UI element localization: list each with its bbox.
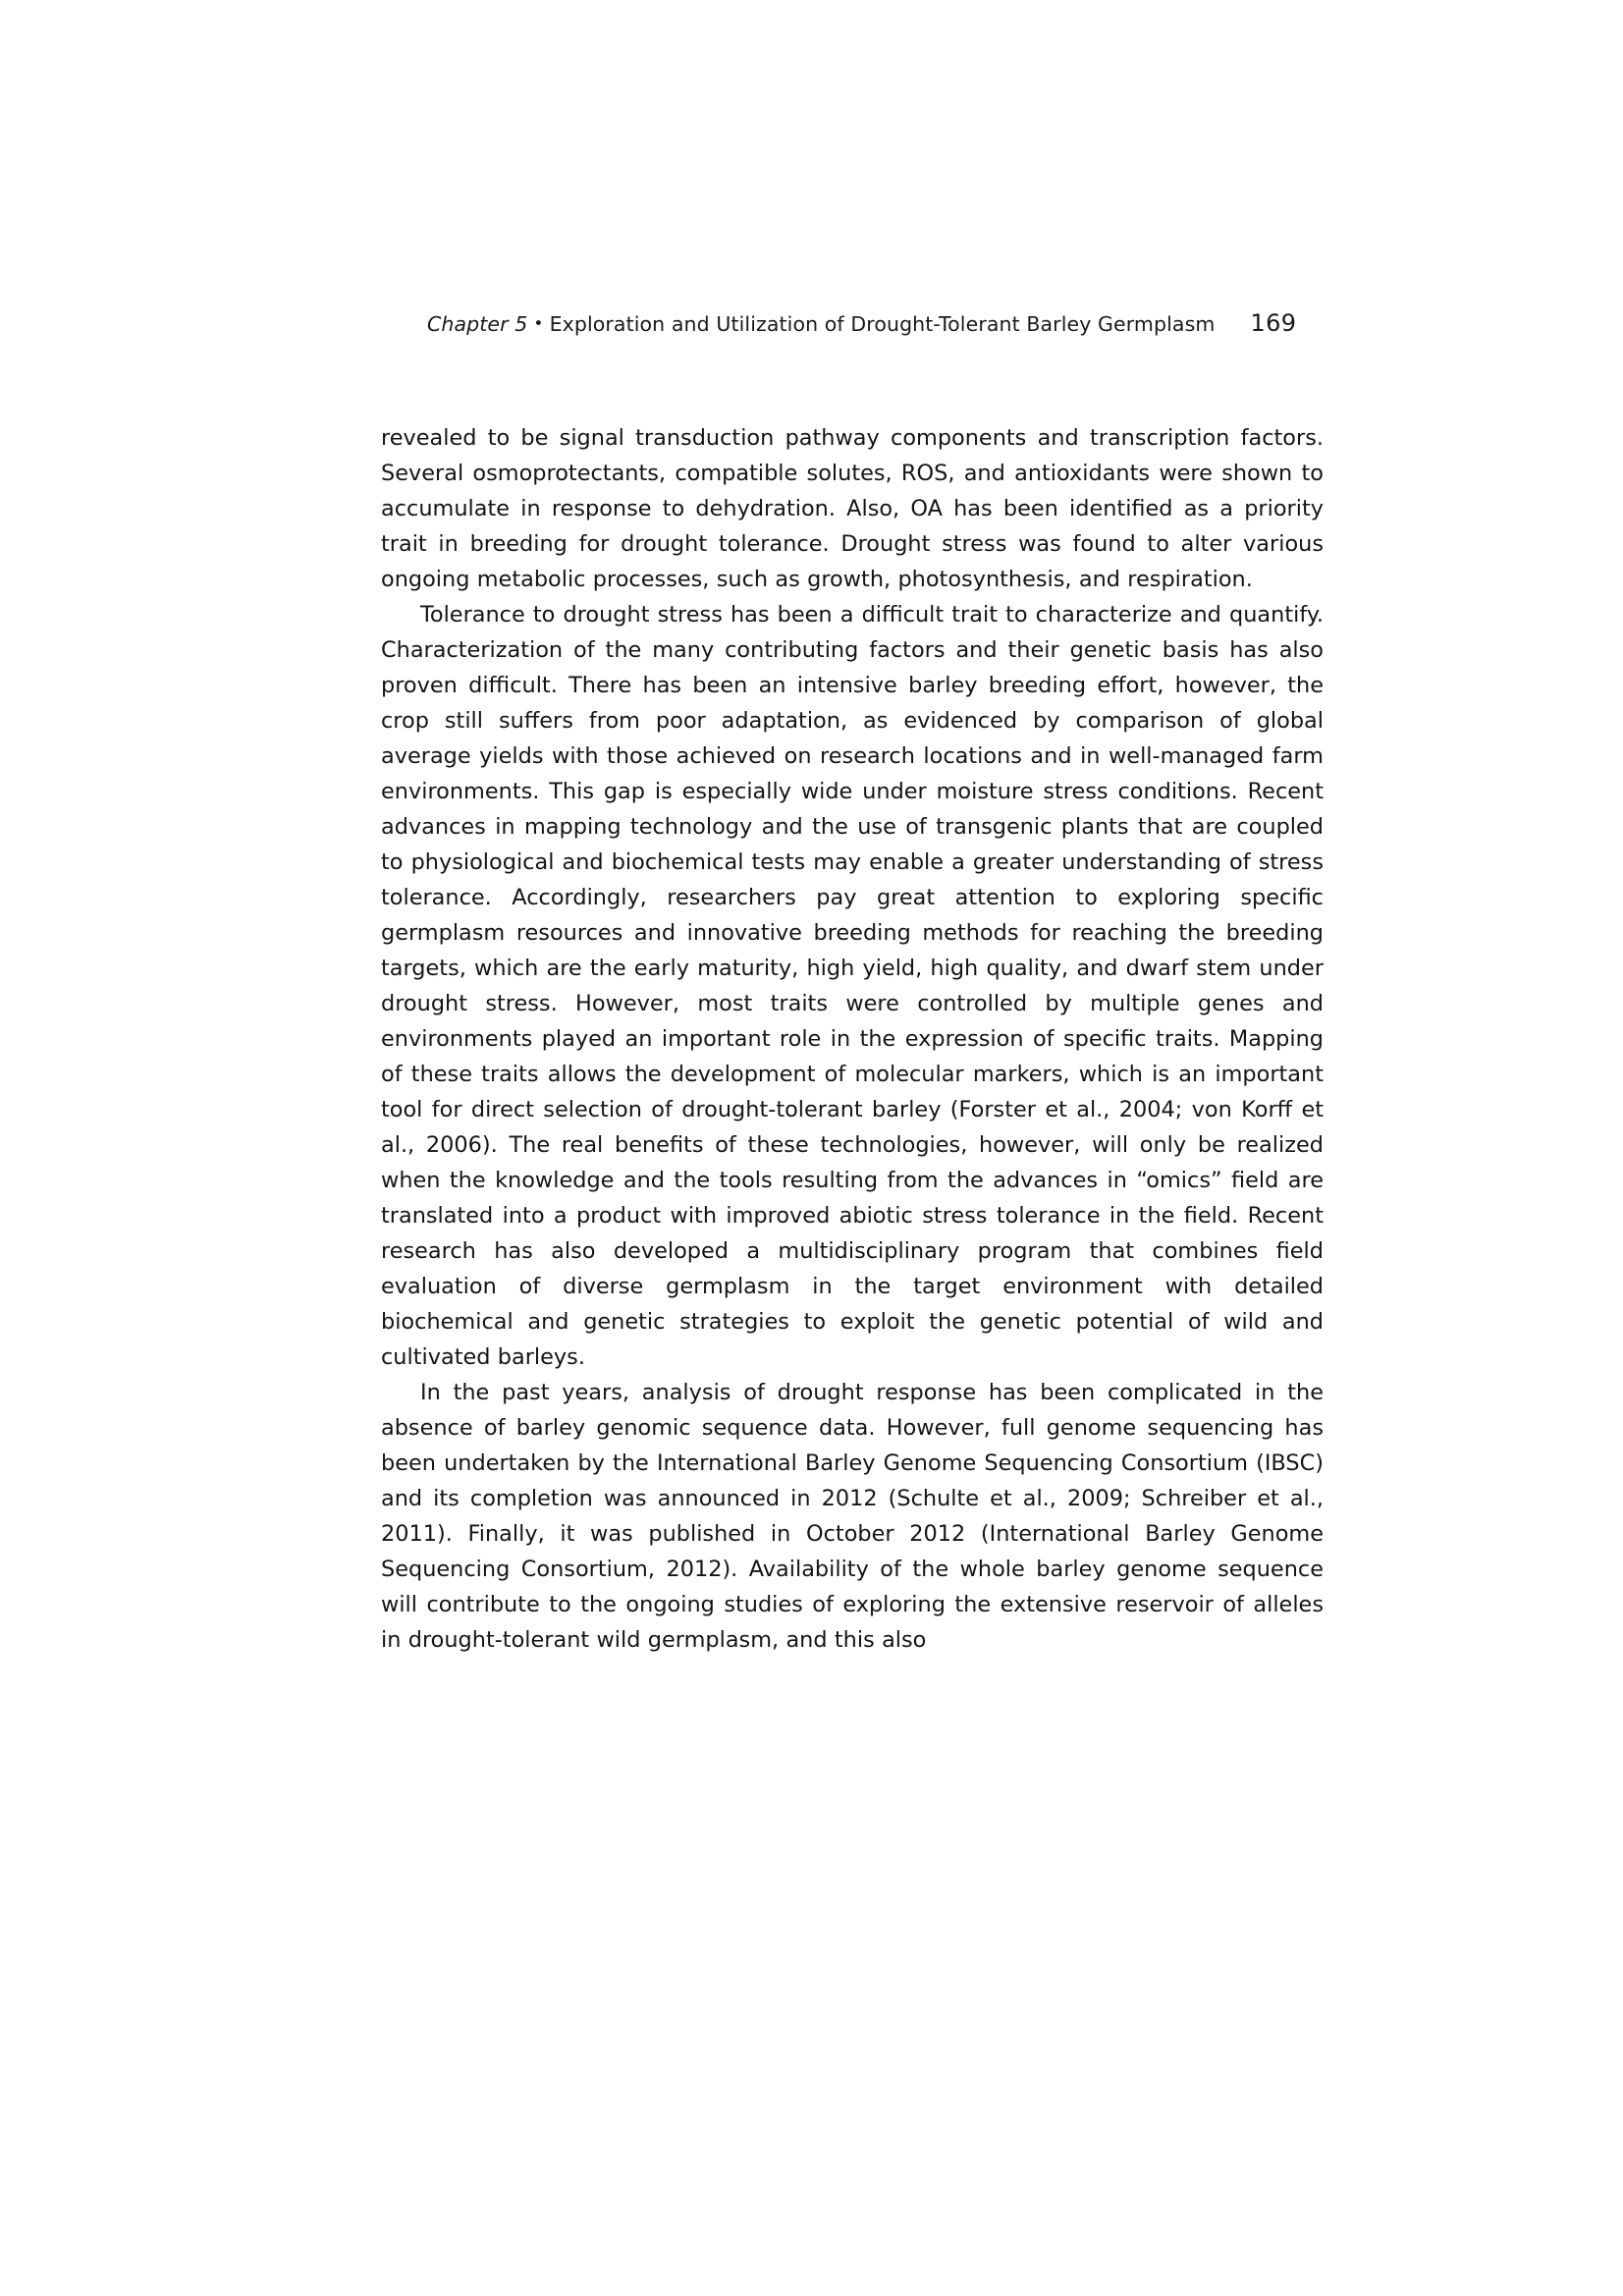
page-number: 169 <box>1250 309 1297 337</box>
paragraph-3: In the past years, analysis of drought response has been complicated in the absence of barley genomic sequence data. However, full genome sequencing has been undertaken by the International Barley Genome Sequencing Consortium (IBSC) and its completion was announced in 2012 (Schulte et al., 2009; Schreiber et al., 2011). Finally, it was published in October 2012 (International Barley Genome Sequencing Consortium, 2012). Availability of the whole barley genome sequence will contribute to the ongoing studies of exploring the extensive reservoir of alleles in drought-tolerant wild germplasm, and this also <box>381 1380 1324 1653</box>
paragraph-1: revealed to be signal transduction pathway components and transcription factors. Several osmoprotectants, compatible solutes, ROS, and antioxidants were shown to accumulate in response to dehydration. Also, OA has been identified as a priority trait in breeding for drought tolerance. Drought stress was found to alter various ongoing metabolic processes, such as growth, photosynthesis, and respiration. <box>381 425 1324 592</box>
running-head-title: Exploration and Utilization of Drought-Tolerant Barley Germplasm <box>549 312 1216 336</box>
bullet-separator-icon: • <box>533 314 544 334</box>
running-head <box>427 309 1345 337</box>
paragraph-2: Tolerance to drought stress has been a difficult trait to characterize and quantify. Characterization of the many contributing factors and their genetic basis has also proven difficult. There has been an intensive barley breeding effort, however, the crop still suffers from poor adaptation, as evidenced by comparison of global average yields with those achieved on research locations and in well-managed farm environments. This gap is especially wide under moisture stress conditions. Recent advances in mapping technology and the use of transgenic plants that are coupled to physiological and biochemical tests may enable a greater understanding of stress tolerance. Accordingly, researchers pay great attention to exploring specific germplasm resources and innovative breeding methods for reaching the breeding targets, which are the early maturity, high yield, high quality, and dwarf stem under drought stress. However, most traits were controlled by multiple genes and environments played an important role in the expression of specific traits. Mapping of these traits allows the development of molecular markers, which is an important tool for direct selection of drought-tolerant barley (Forster et al., 2004; von Korff et al., 2006). The real benefits of these technologies, however, will only be realized when the knowledge and the tools resulting from the advances in “omics” field are translated into a product with improved abiotic stress tolerance in the field. Recent research has also developed a multidisciplinary program that combines field evaluation of diverse germplasm in the target environment with detailed biochemical and genetic strategies to exploit the genetic potential of wild and cultivated barleys. <box>381 602 1324 1370</box>
body-text-column <box>381 420 1324 1658</box>
chapter-label: Chapter 5 <box>427 312 528 336</box>
